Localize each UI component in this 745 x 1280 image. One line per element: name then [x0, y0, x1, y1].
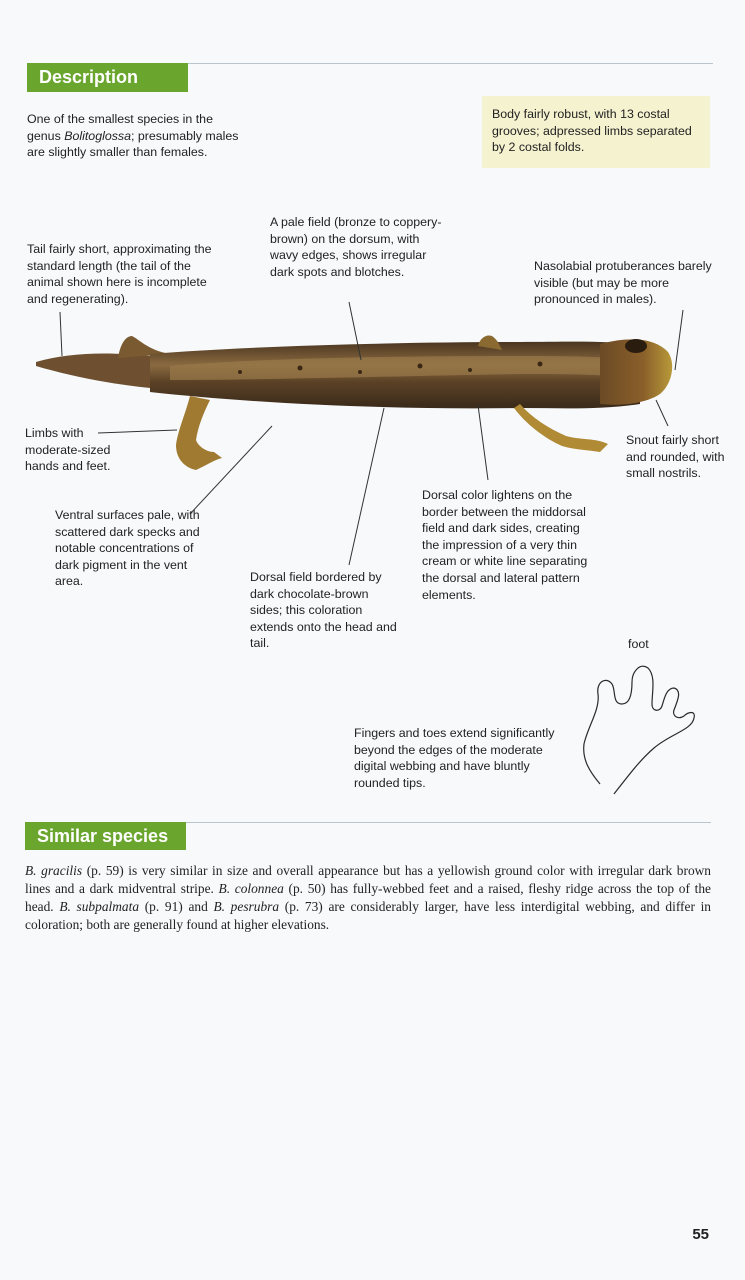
caption-fingers: Fingers and toes extend significantly beyond the edges of the moderate digital webbing and have bluntly rounded tips. — [354, 726, 555, 790]
intro-genus: Bolitoglossa — [64, 128, 132, 143]
page-number: 55 — [692, 1226, 709, 1243]
leader-tail — [60, 312, 62, 356]
body-callout-box: Body fairly robust, with 13 costal grooves; adpressed limbs separated by 2 costal folds. — [482, 96, 710, 168]
leader-snout — [656, 400, 668, 426]
caption-dorsal-field: Dorsal field bordered by dark chocolate-brown sides; this coloration extends onto the head and tail. — [250, 570, 397, 651]
caption-dorsum: A pale field (bronze to coppery-brown) on the dorsum, with wavy edges, shows irregular dark spots and blotches. — [270, 215, 442, 279]
caption-ventral: Ventral surfaces pale, with scattered dark specks and notable concentrations of dark pigment in the vent area. — [55, 508, 200, 589]
similar-species-header-rule — [186, 822, 711, 823]
caption-dorsal-color: Dorsal color lightens on the border between the middorsal field and dark sides, creating the impression of a very thin cream or white line separating the dorsal and lateral pattern elements. — [422, 488, 588, 602]
similar-text-segment: (p. 73) are considerably larger, have less interdigital webbing, and differ in coloration; both are generally found at higher elevations. — [25, 899, 712, 932]
intro-post: ; presumably males are slightly smaller than females. — [27, 128, 239, 160]
leader-ventral — [190, 426, 272, 514]
similar-text-segment: (p. 91) and — [139, 899, 214, 914]
caption-tail: Tail fairly short, approximating the standard length (the tail of the animal shown here is incomplete and regenerating). — [27, 242, 212, 306]
species-name: B. subpalmata — [59, 899, 140, 914]
intro-pre: One of the smallest species in the genus — [27, 112, 213, 143]
species-name: B. pesrubra — [213, 899, 280, 914]
caption-limbs: Limbs with moderate-sized hands and feet. — [25, 426, 111, 474]
similar-text-segment: (p. 50) has fully-webbed feet and a raised, fleshy ridge across the top of the head. — [25, 881, 711, 914]
description-header: Description — [27, 63, 188, 92]
salamander-hind-limb-bottom — [176, 396, 222, 470]
species-name: B. gracilis — [25, 863, 83, 878]
salamander-eye — [625, 339, 647, 353]
leader-dorsal-field — [349, 408, 384, 565]
caption-snout: Snout fairly short and rounded, with small nostrils. — [626, 433, 725, 481]
salamander-fore-limb-bottom — [514, 404, 608, 452]
similar-species-header: Similar species — [25, 822, 186, 850]
leader-nasolabial — [675, 310, 683, 370]
caption-foot-label: foot — [628, 637, 649, 651]
species-name: B. colonnea — [218, 881, 284, 896]
similar-text-segment: (p. 59) is very similar in size and overall appearance but has a yellowish ground color with irregular dark brown lines and a dark midventral stripe. — [25, 863, 712, 896]
similar-species-paragraph — [25, 862, 711, 934]
caption-nasolabial: Nasolabial protuberances barely visible (but may be more pronounced in males). — [534, 259, 712, 307]
foot-sketch — [584, 666, 695, 794]
leader-dorsal-color — [478, 405, 488, 480]
